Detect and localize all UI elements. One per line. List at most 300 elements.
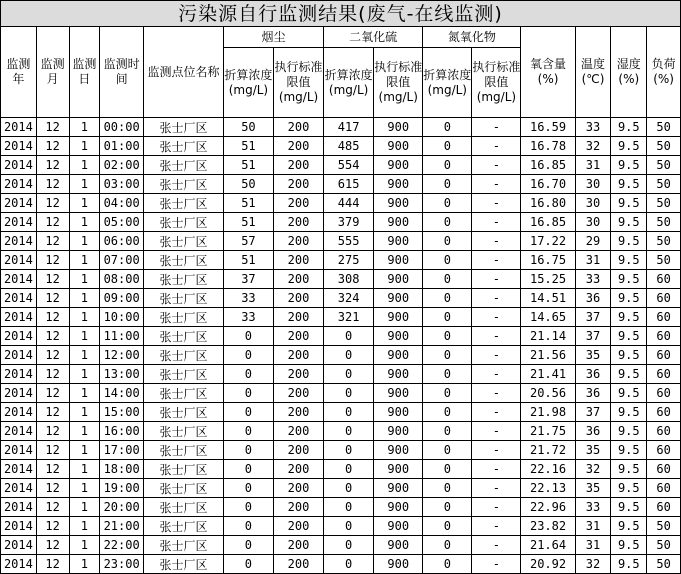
cell-so2-conc: 379 xyxy=(324,213,374,232)
cell-site: 张士厂区 xyxy=(144,479,224,498)
cell-year: 2014 xyxy=(1,422,37,441)
cell-year: 2014 xyxy=(1,137,37,156)
cell-nox-conc: 0 xyxy=(423,137,472,156)
cell-year: 2014 xyxy=(1,517,37,536)
cell-so2-limit: 900 xyxy=(374,213,423,232)
cell-nox-limit: - xyxy=(472,346,521,365)
cell-temp: 33 xyxy=(575,118,611,137)
cell-humidity: 9.5 xyxy=(611,137,647,156)
cell-time: 09:00 xyxy=(100,289,144,308)
cell-smoke-limit: 200 xyxy=(273,498,323,517)
cell-so2-conc: 0 xyxy=(324,536,374,555)
cell-smoke-conc: 0 xyxy=(223,498,273,517)
cell-load: 50 xyxy=(647,194,681,213)
cell-smoke-conc: 0 xyxy=(223,479,273,498)
cell-time: 08:00 xyxy=(100,270,144,289)
table-row xyxy=(1,536,681,555)
cell-so2-limit: 900 xyxy=(374,460,423,479)
cell-humidity: 9.5 xyxy=(611,308,647,327)
cell-site: 张士厂区 xyxy=(144,308,224,327)
cell-oxygen: 16.75 xyxy=(521,251,575,270)
cell-load: 60 xyxy=(647,346,681,365)
cell-time: 23:00 xyxy=(100,555,144,574)
cell-time: 04:00 xyxy=(100,194,144,213)
table-row xyxy=(1,479,681,498)
cell-oxygen: 14.51 xyxy=(521,289,575,308)
cell-temp: 37 xyxy=(575,327,611,346)
cell-nox-conc: 0 xyxy=(423,118,472,137)
table-row xyxy=(1,441,681,460)
cell-time: 12:00 xyxy=(100,346,144,365)
cell-temp: 30 xyxy=(575,213,611,232)
cell-day: 1 xyxy=(69,441,100,460)
cell-smoke-conc: 0 xyxy=(223,365,273,384)
cell-site: 张士厂区 xyxy=(144,403,224,422)
cell-nox-conc: 0 xyxy=(423,422,472,441)
cell-nox-limit: - xyxy=(472,403,521,422)
cell-month: 12 xyxy=(36,308,69,327)
cell-smoke-conc: 51 xyxy=(223,213,273,232)
cell-so2-conc: 308 xyxy=(324,270,374,289)
cell-humidity: 9.5 xyxy=(611,403,647,422)
cell-nox-conc: 0 xyxy=(423,365,472,384)
cell-year: 2014 xyxy=(1,175,37,194)
cell-month: 12 xyxy=(36,251,69,270)
cell-humidity: 9.5 xyxy=(611,213,647,232)
header-load: 负荷(%) xyxy=(647,27,681,118)
cell-humidity: 9.5 xyxy=(611,346,647,365)
cell-time: 07:00 xyxy=(100,251,144,270)
table-row xyxy=(1,175,681,194)
cell-temp: 31 xyxy=(575,536,611,555)
cell-so2-conc: 555 xyxy=(324,232,374,251)
cell-smoke-limit: 200 xyxy=(273,384,323,403)
cell-smoke-limit: 200 xyxy=(273,137,323,156)
cell-load: 60 xyxy=(647,498,681,517)
cell-humidity: 9.5 xyxy=(611,517,647,536)
cell-day: 1 xyxy=(69,517,100,536)
cell-day: 1 xyxy=(69,175,100,194)
cell-smoke-limit: 200 xyxy=(273,365,323,384)
cell-oxygen: 21.72 xyxy=(521,441,575,460)
header-so2-limit: 执行标准限值(mg/L) xyxy=(374,48,423,118)
cell-day: 1 xyxy=(69,289,100,308)
cell-so2-conc: 0 xyxy=(324,441,374,460)
header-smoke-limit: 执行标准限值(mg/L) xyxy=(273,48,323,118)
cell-time: 03:00 xyxy=(100,175,144,194)
cell-month: 12 xyxy=(36,365,69,384)
cell-smoke-conc: 50 xyxy=(223,175,273,194)
cell-load: 60 xyxy=(647,384,681,403)
cell-nox-limit: - xyxy=(472,460,521,479)
cell-nox-limit: - xyxy=(472,232,521,251)
cell-so2-conc: 0 xyxy=(324,327,374,346)
table-row xyxy=(1,270,681,289)
cell-so2-limit: 900 xyxy=(374,422,423,441)
cell-so2-limit: 900 xyxy=(374,346,423,365)
table-body xyxy=(1,118,681,574)
cell-time: 10:00 xyxy=(100,308,144,327)
cell-load: 60 xyxy=(647,289,681,308)
cell-load: 50 xyxy=(647,536,681,555)
cell-year: 2014 xyxy=(1,194,37,213)
cell-humidity: 9.5 xyxy=(611,175,647,194)
cell-smoke-conc: 33 xyxy=(223,308,273,327)
cell-time: 17:00 xyxy=(100,441,144,460)
cell-so2-limit: 900 xyxy=(374,156,423,175)
cell-temp: 32 xyxy=(575,555,611,574)
header-nox: 氮氧化物 xyxy=(423,27,521,48)
cell-day: 1 xyxy=(69,232,100,251)
cell-day: 1 xyxy=(69,270,100,289)
cell-so2-conc: 0 xyxy=(324,384,374,403)
cell-temp: 30 xyxy=(575,194,611,213)
cell-oxygen: 14.65 xyxy=(521,308,575,327)
cell-smoke-conc: 0 xyxy=(223,327,273,346)
cell-so2-conc: 0 xyxy=(324,346,374,365)
cell-month: 12 xyxy=(36,327,69,346)
cell-so2-conc: 0 xyxy=(324,460,374,479)
cell-site: 张士厂区 xyxy=(144,517,224,536)
cell-so2-conc: 0 xyxy=(324,479,374,498)
cell-nox-limit: - xyxy=(472,498,521,517)
cell-nox-conc: 0 xyxy=(423,536,472,555)
cell-so2-limit: 900 xyxy=(374,479,423,498)
cell-time: 13:00 xyxy=(100,365,144,384)
cell-site: 张士厂区 xyxy=(144,460,224,479)
cell-temp: 35 xyxy=(575,441,611,460)
cell-smoke-conc: 57 xyxy=(223,232,273,251)
cell-oxygen: 21.41 xyxy=(521,365,575,384)
cell-time: 05:00 xyxy=(100,213,144,232)
cell-humidity: 9.5 xyxy=(611,194,647,213)
cell-site: 张士厂区 xyxy=(144,213,224,232)
cell-site: 张士厂区 xyxy=(144,422,224,441)
cell-oxygen: 21.98 xyxy=(521,403,575,422)
cell-so2-limit: 900 xyxy=(374,403,423,422)
header-site: 监测点位名称 xyxy=(144,27,224,118)
cell-so2-conc: 324 xyxy=(324,289,374,308)
cell-smoke-conc: 0 xyxy=(223,517,273,536)
cell-load: 50 xyxy=(647,137,681,156)
cell-month: 12 xyxy=(36,194,69,213)
cell-site: 张士厂区 xyxy=(144,555,224,574)
cell-temp: 33 xyxy=(575,498,611,517)
cell-so2-limit: 900 xyxy=(374,251,423,270)
cell-nox-conc: 0 xyxy=(423,479,472,498)
cell-day: 1 xyxy=(69,308,100,327)
cell-load: 60 xyxy=(647,479,681,498)
table-row xyxy=(1,289,681,308)
cell-temp: 32 xyxy=(575,460,611,479)
cell-nox-limit: - xyxy=(472,536,521,555)
cell-load: 60 xyxy=(647,270,681,289)
cell-site: 张士厂区 xyxy=(144,441,224,460)
cell-load: 50 xyxy=(647,175,681,194)
cell-time: 22:00 xyxy=(100,536,144,555)
cell-year: 2014 xyxy=(1,536,37,555)
cell-oxygen: 23.82 xyxy=(521,517,575,536)
cell-so2-conc: 275 xyxy=(324,251,374,270)
cell-smoke-conc: 51 xyxy=(223,251,273,270)
cell-oxygen: 16.80 xyxy=(521,194,575,213)
header-day: 监测日 xyxy=(69,27,100,118)
cell-smoke-conc: 33 xyxy=(223,289,273,308)
cell-month: 12 xyxy=(36,213,69,232)
cell-day: 1 xyxy=(69,137,100,156)
header-nox-limit: 执行标准限值(mg/L) xyxy=(472,48,521,118)
cell-humidity: 9.5 xyxy=(611,232,647,251)
cell-day: 1 xyxy=(69,365,100,384)
cell-month: 12 xyxy=(36,384,69,403)
cell-humidity: 9.5 xyxy=(611,384,647,403)
table-row xyxy=(1,498,681,517)
cell-year: 2014 xyxy=(1,441,37,460)
table-header xyxy=(1,27,681,118)
cell-temp: 30 xyxy=(575,175,611,194)
cell-month: 12 xyxy=(36,156,69,175)
cell-year: 2014 xyxy=(1,460,37,479)
cell-load: 50 xyxy=(647,156,681,175)
cell-nox-limit: - xyxy=(472,327,521,346)
cell-nox-limit: - xyxy=(472,384,521,403)
cell-load: 50 xyxy=(647,232,681,251)
cell-month: 12 xyxy=(36,555,69,574)
cell-site: 张士厂区 xyxy=(144,384,224,403)
cell-site: 张士厂区 xyxy=(144,365,224,384)
cell-nox-conc: 0 xyxy=(423,327,472,346)
cell-month: 12 xyxy=(36,441,69,460)
cell-time: 14:00 xyxy=(100,384,144,403)
cell-load: 60 xyxy=(647,327,681,346)
cell-month: 12 xyxy=(36,498,69,517)
table-row xyxy=(1,403,681,422)
cell-so2-limit: 900 xyxy=(374,270,423,289)
cell-day: 1 xyxy=(69,479,100,498)
cell-smoke-limit: 200 xyxy=(273,441,323,460)
cell-load: 60 xyxy=(647,460,681,479)
cell-load: 60 xyxy=(647,422,681,441)
cell-nox-conc: 0 xyxy=(423,213,472,232)
cell-so2-conc: 0 xyxy=(324,422,374,441)
cell-load: 60 xyxy=(647,308,681,327)
cell-humidity: 9.5 xyxy=(611,327,647,346)
cell-so2-conc: 0 xyxy=(324,555,374,574)
cell-humidity: 9.5 xyxy=(611,460,647,479)
cell-nox-conc: 0 xyxy=(423,555,472,574)
cell-so2-limit: 900 xyxy=(374,118,423,137)
cell-nox-limit: - xyxy=(472,175,521,194)
table-row xyxy=(1,308,681,327)
cell-temp: 36 xyxy=(575,289,611,308)
cell-so2-limit: 900 xyxy=(374,517,423,536)
cell-nox-conc: 0 xyxy=(423,460,472,479)
cell-so2-limit: 900 xyxy=(374,536,423,555)
cell-nox-limit: - xyxy=(472,270,521,289)
cell-month: 12 xyxy=(36,270,69,289)
cell-site: 张士厂区 xyxy=(144,137,224,156)
cell-smoke-conc: 51 xyxy=(223,156,273,175)
cell-so2-conc: 417 xyxy=(324,118,374,137)
cell-nox-conc: 0 xyxy=(423,156,472,175)
cell-smoke-limit: 200 xyxy=(273,308,323,327)
cell-smoke-limit: 200 xyxy=(273,517,323,536)
cell-nox-conc: 0 xyxy=(423,384,472,403)
cell-smoke-conc: 0 xyxy=(223,441,273,460)
cell-site: 张士厂区 xyxy=(144,289,224,308)
cell-month: 12 xyxy=(36,346,69,365)
cell-day: 1 xyxy=(69,536,100,555)
cell-temp: 31 xyxy=(575,156,611,175)
table-row xyxy=(1,194,681,213)
cell-oxygen: 22.16 xyxy=(521,460,575,479)
cell-oxygen: 16.85 xyxy=(521,156,575,175)
cell-year: 2014 xyxy=(1,118,37,137)
cell-year: 2014 xyxy=(1,384,37,403)
cell-temp: 36 xyxy=(575,422,611,441)
cell-time: 02:00 xyxy=(100,156,144,175)
cell-temp: 35 xyxy=(575,346,611,365)
header-oxygen: 氧含量(%) xyxy=(521,27,575,118)
cell-month: 12 xyxy=(36,536,69,555)
cell-smoke-limit: 200 xyxy=(273,346,323,365)
header-year: 监测年 xyxy=(1,27,37,118)
cell-smoke-limit: 200 xyxy=(273,270,323,289)
cell-so2-limit: 900 xyxy=(374,289,423,308)
cell-site: 张士厂区 xyxy=(144,175,224,194)
cell-nox-limit: - xyxy=(472,479,521,498)
cell-oxygen: 15.25 xyxy=(521,270,575,289)
cell-smoke-limit: 200 xyxy=(273,213,323,232)
cell-year: 2014 xyxy=(1,289,37,308)
table-row xyxy=(1,156,681,175)
cell-year: 2014 xyxy=(1,498,37,517)
cell-nox-conc: 0 xyxy=(423,175,472,194)
cell-humidity: 9.5 xyxy=(611,555,647,574)
cell-oxygen: 22.96 xyxy=(521,498,575,517)
cell-year: 2014 xyxy=(1,346,37,365)
cell-time: 15:00 xyxy=(100,403,144,422)
header-month: 监测月 xyxy=(36,27,69,118)
cell-nox-limit: - xyxy=(472,137,521,156)
cell-load: 50 xyxy=(647,213,681,232)
cell-so2-limit: 900 xyxy=(374,498,423,517)
table-row xyxy=(1,384,681,403)
cell-temp: 31 xyxy=(575,251,611,270)
cell-so2-limit: 900 xyxy=(374,365,423,384)
cell-year: 2014 xyxy=(1,327,37,346)
cell-day: 1 xyxy=(69,156,100,175)
cell-nox-limit: - xyxy=(472,422,521,441)
cell-smoke-limit: 200 xyxy=(273,194,323,213)
cell-time: 00:00 xyxy=(100,118,144,137)
cell-nox-conc: 0 xyxy=(423,251,472,270)
cell-month: 12 xyxy=(36,289,69,308)
cell-so2-conc: 0 xyxy=(324,498,374,517)
cell-nox-limit: - xyxy=(472,213,521,232)
cell-oxygen: 21.64 xyxy=(521,536,575,555)
cell-nox-conc: 0 xyxy=(423,232,472,251)
header-smoke: 烟尘 xyxy=(223,27,323,48)
cell-smoke-limit: 200 xyxy=(273,232,323,251)
cell-site: 张士厂区 xyxy=(144,346,224,365)
cell-smoke-conc: 0 xyxy=(223,422,273,441)
cell-smoke-conc: 0 xyxy=(223,460,273,479)
cell-year: 2014 xyxy=(1,479,37,498)
cell-smoke-limit: 200 xyxy=(273,156,323,175)
cell-humidity: 9.5 xyxy=(611,536,647,555)
cell-day: 1 xyxy=(69,346,100,365)
cell-oxygen: 16.85 xyxy=(521,213,575,232)
cell-time: 20:00 xyxy=(100,498,144,517)
header-time: 监测时间 xyxy=(100,27,144,118)
cell-year: 2014 xyxy=(1,308,37,327)
cell-load: 60 xyxy=(647,441,681,460)
cell-smoke-conc: 50 xyxy=(223,118,273,137)
cell-year: 2014 xyxy=(1,403,37,422)
cell-year: 2014 xyxy=(1,156,37,175)
cell-day: 1 xyxy=(69,118,100,137)
cell-so2-conc: 485 xyxy=(324,137,374,156)
cell-nox-conc: 0 xyxy=(423,498,472,517)
table-row xyxy=(1,517,681,536)
cell-time: 11:00 xyxy=(100,327,144,346)
cell-nox-conc: 0 xyxy=(423,308,472,327)
cell-month: 12 xyxy=(36,422,69,441)
cell-smoke-limit: 200 xyxy=(273,422,323,441)
cell-day: 1 xyxy=(69,555,100,574)
cell-time: 16:00 xyxy=(100,422,144,441)
cell-oxygen: 16.59 xyxy=(521,118,575,137)
cell-site: 张士厂区 xyxy=(144,156,224,175)
cell-temp: 36 xyxy=(575,365,611,384)
cell-oxygen: 20.92 xyxy=(521,555,575,574)
cell-smoke-limit: 200 xyxy=(273,289,323,308)
cell-so2-limit: 900 xyxy=(374,327,423,346)
cell-month: 12 xyxy=(36,517,69,536)
cell-nox-conc: 0 xyxy=(423,270,472,289)
cell-site: 张士厂区 xyxy=(144,498,224,517)
cell-nox-limit: - xyxy=(472,308,521,327)
cell-site: 张士厂区 xyxy=(144,327,224,346)
cell-nox-limit: - xyxy=(472,194,521,213)
cell-month: 12 xyxy=(36,118,69,137)
cell-day: 1 xyxy=(69,460,100,479)
header-smoke-conc: 折算浓度(mg/L) xyxy=(223,48,273,118)
cell-day: 1 xyxy=(69,422,100,441)
cell-smoke-conc: 0 xyxy=(223,384,273,403)
cell-time: 01:00 xyxy=(100,137,144,156)
cell-oxygen: 21.75 xyxy=(521,422,575,441)
cell-smoke-limit: 200 xyxy=(273,327,323,346)
table-row xyxy=(1,422,681,441)
cell-month: 12 xyxy=(36,137,69,156)
cell-so2-conc: 321 xyxy=(324,308,374,327)
header-so2-conc: 折算浓度(mg/L) xyxy=(324,48,374,118)
cell-temp: 37 xyxy=(575,308,611,327)
table-row xyxy=(1,137,681,156)
table-row xyxy=(1,232,681,251)
cell-day: 1 xyxy=(69,251,100,270)
table-row xyxy=(1,346,681,365)
cell-so2-limit: 900 xyxy=(374,555,423,574)
cell-smoke-limit: 200 xyxy=(273,479,323,498)
cell-nox-limit: - xyxy=(472,118,521,137)
table-row xyxy=(1,327,681,346)
cell-site: 张士厂区 xyxy=(144,118,224,137)
cell-time: 19:00 xyxy=(100,479,144,498)
cell-site: 张士厂区 xyxy=(144,232,224,251)
